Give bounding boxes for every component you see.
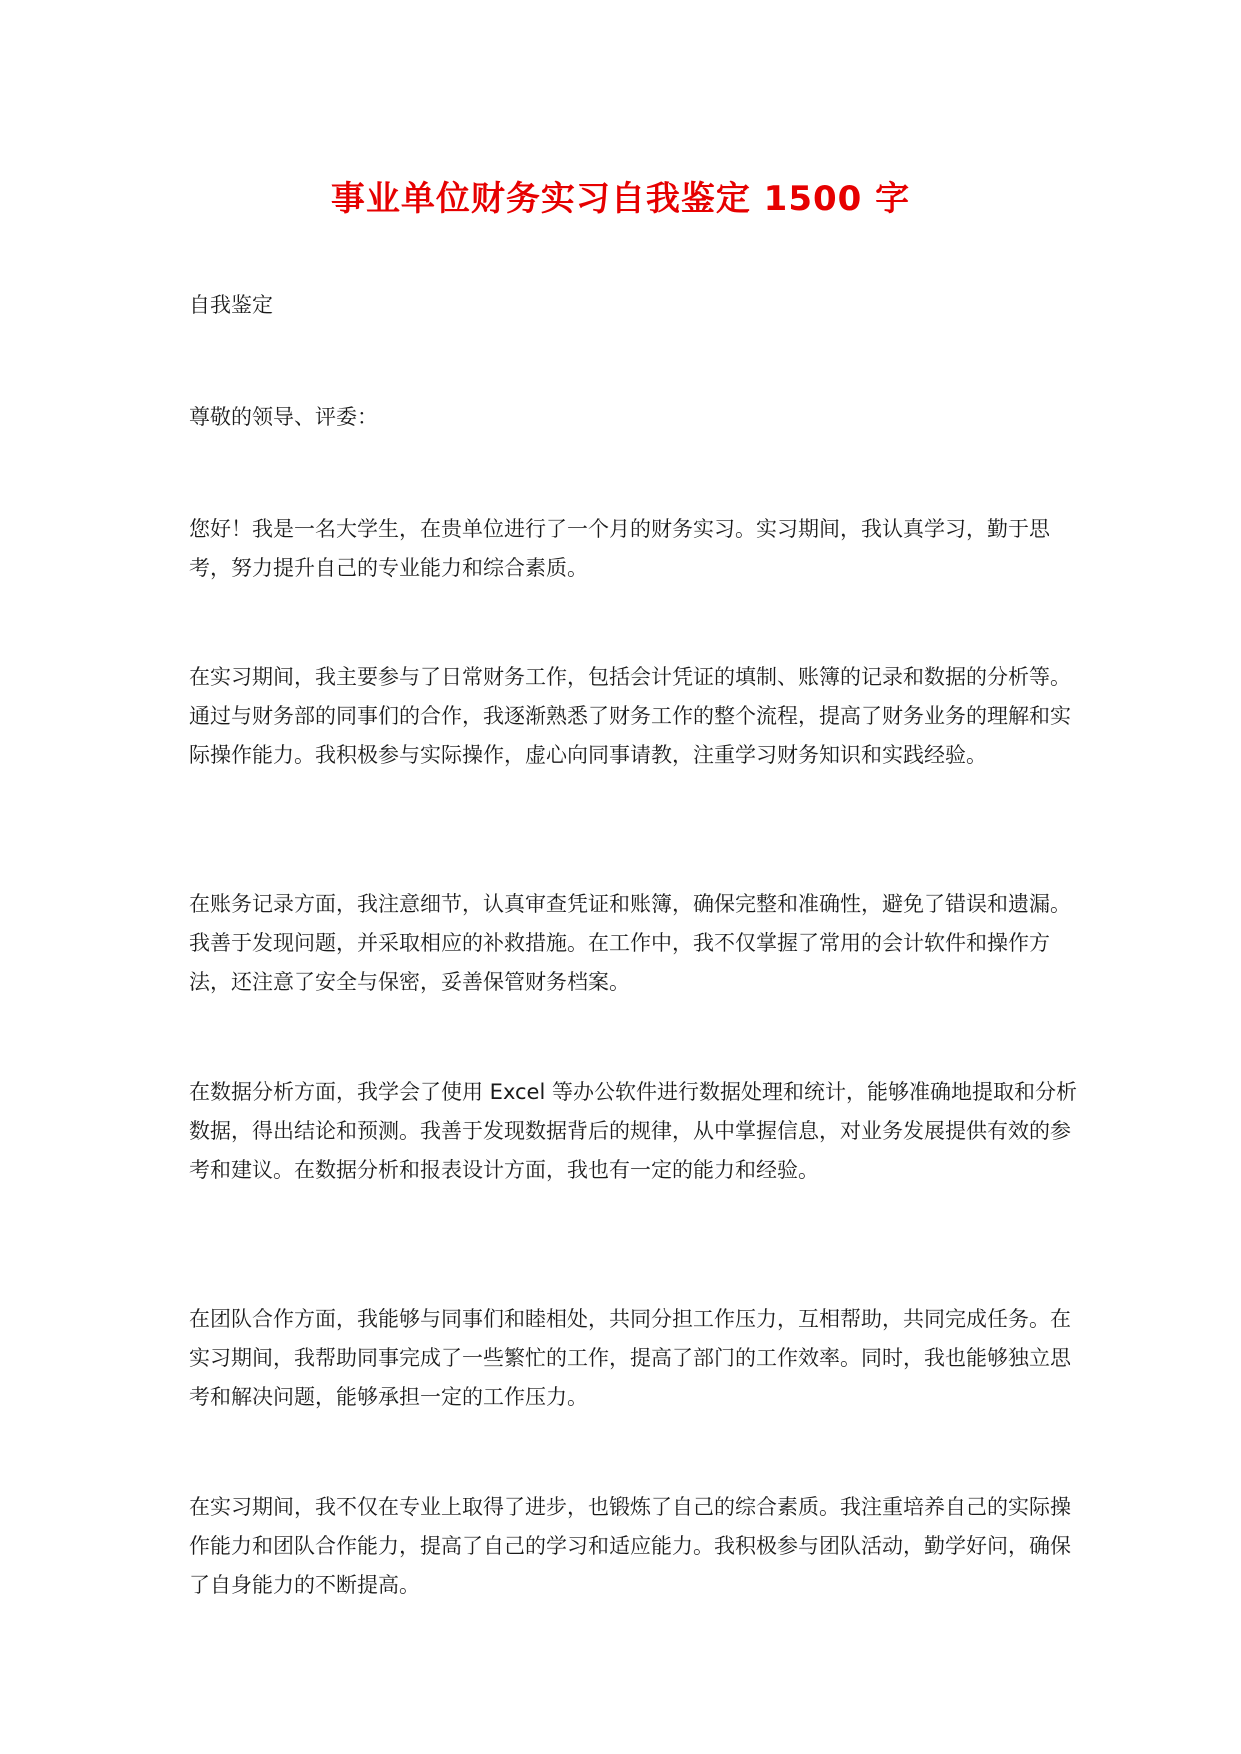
paragraph-heading: 自我鉴定 xyxy=(189,293,273,317)
paragraph-teamwork: 在团队合作方面，我能够与同事们和睦相处，共同分担工作压力，互相帮助，共同完成任务。在实习期间，我帮助同事完成了一些繁忙的工作，提高了部门的工作效率。同时，我也能够独立思考和解决问题，能够承担一定的工作压力。 xyxy=(189,1307,1071,1409)
paragraph-daily-work: 在实习期间，我主要参与了日常财务工作，包括会计凭证的填制、账簿的记录和数据的分析等。通过与财务部的同事们的合作，我逐渐熟悉了财务工作的整个流程，提高了财务业务的理解和实际操作能力。我积极参与实际操作，虚心向同事请教，注重学习财务知识和实践经验。 xyxy=(189,665,1071,767)
paragraph-growth: 在实习期间，我不仅在专业上取得了进步，也锻炼了自己的综合素质。我注重培养自己的实际操作能力和团队合作能力，提高了自己的学习和适应能力。我积极参与团队活动，勤学好问，确保了自身能力的不断提高。 xyxy=(189,1495,1071,1597)
paragraph-salutation: 尊敬的领导、评委： xyxy=(189,405,378,429)
paragraph-bookkeeping: 在账务记录方面，我注意细节，认真审查凭证和账簿，确保完整和准确性，避免了错误和遗漏。我善于发现问题，并采取相应的补救措施。在工作中，我不仅掌握了常用的会计软件和操作方法，还注意了安全与保密，妥善保管财务档案。 xyxy=(189,892,1071,994)
paragraph-data-analysis: 在数据分析方面，我学会了使用 Excel 等办公软件进行数据处理和统计，能够准确地提取和分析数据，得出结论和预测。我善于发现数据背后的规律，从中掌握信息，对业务发展提供有效的参考和建议。在数据分析和报表设计方面，我也有一定的能力和经验。 xyxy=(189,1080,1077,1182)
document-title: 事业单位财务实习自我鉴定 1500 字 xyxy=(330,179,911,219)
paragraph-intro: 您好！我是一名大学生，在贵单位进行了一个月的财务实习。实习期间，我认真学习，勤于思考，努力提升自己的专业能力和综合素质。 xyxy=(189,517,1050,580)
